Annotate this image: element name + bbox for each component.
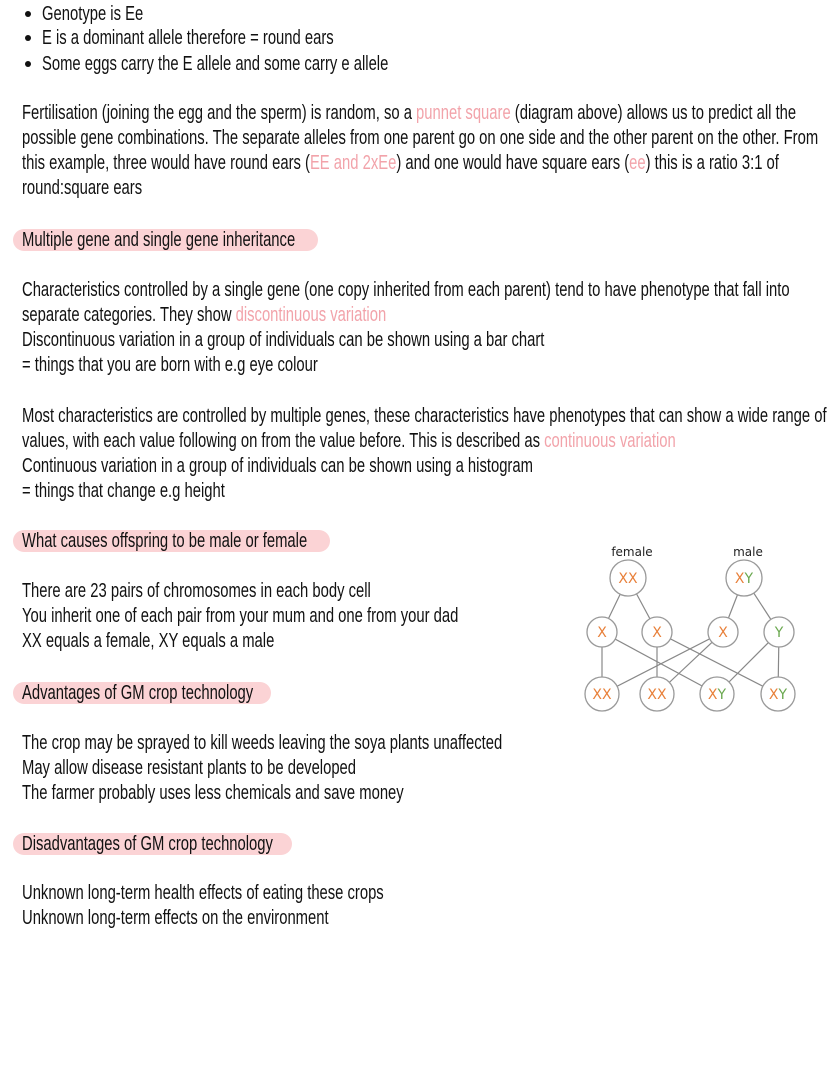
paragraph-line: = things that change e.g height bbox=[22, 480, 225, 502]
text: separate categories. They show bbox=[22, 304, 236, 326]
text: ) and one would have square ears ( bbox=[396, 152, 630, 174]
paragraph-line: May allow disease resistant plants to be developed bbox=[22, 757, 357, 779]
offspring: XY bbox=[768, 687, 788, 703]
paragraph-line: The crop may be sprayed to kill weeds leaving the soya plants unaffected bbox=[22, 732, 503, 754]
paragraph-line: Continuous variation in a group of individuals can be shown using a histogram bbox=[22, 455, 533, 477]
paragraph-line: XX equals a female, XY equals a male bbox=[22, 630, 275, 652]
paragraph-line: The farmer probably uses less chemicals and save money bbox=[22, 782, 404, 804]
highlight-term: ee bbox=[629, 152, 646, 174]
bullet-item: E is a dominant allele therefore = round ears bbox=[42, 27, 334, 49]
parent-male: XY bbox=[734, 571, 754, 587]
text: values, with each value following on from the value before. This is described as bbox=[22, 430, 545, 452]
text: ) this is a ratio 3:1 of bbox=[645, 152, 779, 174]
gamete: Y bbox=[774, 625, 784, 641]
paragraph-line: = things that you are born with e.g eye colour bbox=[22, 354, 318, 376]
paragraph-line: Unknown long-term effects on the environment bbox=[22, 907, 329, 929]
gamete: X bbox=[718, 625, 728, 641]
highlight-term: discontinuous variation bbox=[235, 304, 387, 326]
gamete: X bbox=[652, 625, 662, 641]
paragraph-line: Most characteristics are controlled by multiple genes, these characteristics have phenotypes that can show a wide range of bbox=[22, 405, 827, 427]
paragraph-line: possible gene combinations. The separate alleles from one parent go on one side and the other parent on the other. From bbox=[22, 127, 819, 149]
parent-female: XX bbox=[618, 571, 638, 587]
offspring: XX bbox=[647, 687, 667, 703]
section-heading: Multiple gene and single gene inheritance bbox=[22, 229, 296, 251]
offspring: XX bbox=[592, 687, 612, 703]
text: (diagram above) allows us to predict all the bbox=[510, 102, 797, 124]
text: Fertilisation (joining the egg and the sperm) is random, so a bbox=[22, 102, 417, 124]
offspring: XY bbox=[707, 687, 727, 703]
male-label: male bbox=[733, 545, 763, 559]
paragraph-line: Characteristics controlled by a single gene (one copy inherited from each parent) tend to have phenotype that fall into bbox=[22, 279, 790, 301]
section-heading: Disadvantages of GM crop technology bbox=[22, 833, 273, 855]
female-label: female bbox=[611, 545, 653, 559]
highlight-term: continuous variation bbox=[544, 430, 676, 452]
gamete: X bbox=[597, 625, 607, 641]
paragraph-line: You inherit one of each pair from your mum and one from your dad bbox=[22, 605, 459, 627]
highlight-term: punnet square bbox=[416, 102, 511, 124]
paragraph-line: Unknown long-term health effects of eating these crops bbox=[22, 882, 384, 904]
bullet-item: Genotype is Ee bbox=[42, 3, 144, 25]
paragraph-line: There are 23 pairs of chromosomes in each body cell bbox=[22, 580, 371, 602]
highlight-term: EE and 2xEe bbox=[309, 152, 397, 174]
paragraph-line: Discontinuous variation in a group of individuals can be shown using a bar chart bbox=[22, 329, 545, 351]
bullet-item: Some eggs carry the E allele and some carry e allele bbox=[42, 53, 389, 75]
section-heading: Advantages of GM crop technology bbox=[22, 682, 254, 704]
section-heading: What causes offspring to be male or female bbox=[22, 530, 308, 552]
paragraph-line: round:square ears bbox=[22, 177, 143, 199]
text: this example, three would have round ears ( bbox=[22, 152, 310, 174]
